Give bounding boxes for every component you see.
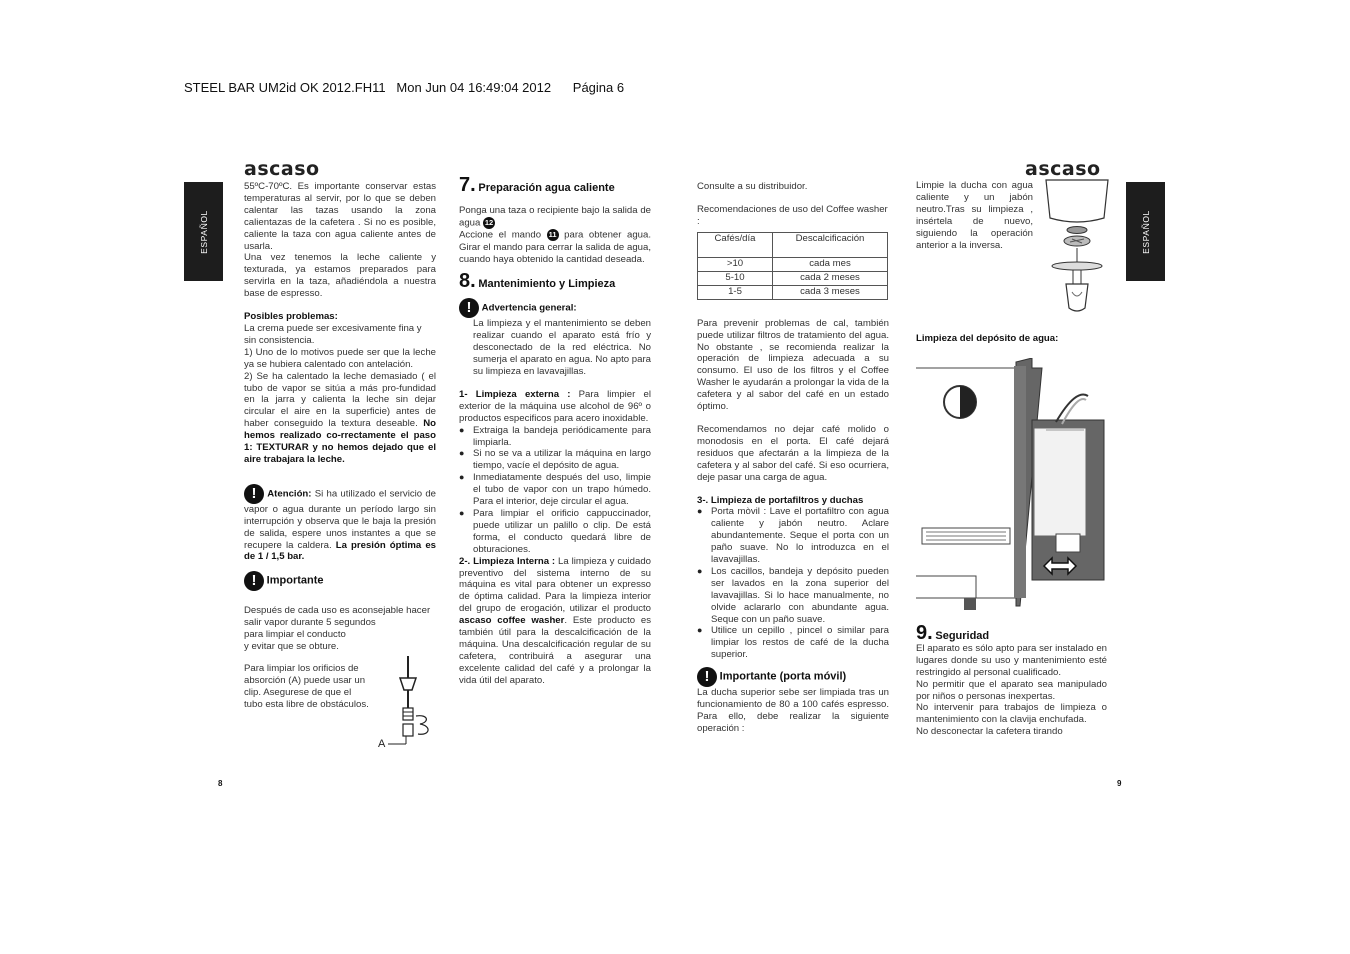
table-cell: cada 2 meses [773, 271, 888, 285]
important-heading [244, 571, 436, 591]
ref-11-badge: 11 [547, 229, 559, 241]
attention-label: Atención: [267, 488, 312, 500]
important-text-2: Para limpiar los orificios de absorción (A) puede usar un clip. Asegurese de que el tubo esta libre de obstáculos. [244, 663, 369, 710]
table-cell: 5-10 [698, 271, 773, 285]
bullet-item: ● Utilice un cepillo , pincel o similar para limpiar los restos de café de la ducha superior. [697, 625, 889, 661]
brand-logo-left: ascaso [244, 158, 320, 180]
language-tab-left [184, 182, 223, 281]
attention-block: ! Atención: Si ha utilizado el servicio de vapor o agua durante un período largo sin interrupción y observa que le baja la presión de salida, espere unos instantes a que se recupere la caldera. La presión óptima es de 1 / 1,5 bar. [244, 484, 437, 563]
important-title: Importante [266, 574, 324, 587]
problems-text-1: La crema puede ser excesivamente fina y sin consistencia. [244, 322, 422, 346]
table-cell: cada 3 meses [773, 285, 888, 299]
exclamation-icon: ! [244, 484, 264, 504]
section-9-number: 9. [916, 622, 933, 644]
bullet-item: ● Inmediatamente después del uso, limpie el tubo de vapor con un trapo húmedo. Para el interior, deje circular el agua. [459, 472, 651, 508]
important-portafilter-heading [697, 667, 889, 687]
col3-text-4: Recomendamos no dejar café molido o monodosis en el porta. El café dejará residuos que afectarán a la limpieza de la cafetera y al sabor del café. Si eso ocurriera, deje pasar una carga de agua. [697, 423, 889, 483]
s9-text-3: No intervenir para trabajos de limpieza o mantenimiento con la clavija enchufada. [916, 702, 1107, 726]
problems-title: Posibles problemas: [244, 311, 338, 323]
section-7-heading [459, 174, 651, 196]
col3-text-1: Consulte a su distribuidor. [697, 181, 808, 192]
internal-cleaning: 2-. Limpieza Interna : La limpieza y cuidado preventivo del sistema interno de su máquina es vital para obtener un expresso de óptima calidad. Para la limpieza interior del grupo de erogación, utilizar el producto ascaso coffee washer. Este producto es también útil para la descalcificación de la máquina. Una descalcificación regular de su cafetera, contribuirá a asegurar una excelente calidad del café y a prolongar la vida útil del aparato. [459, 555, 651, 686]
section-8-title: Mantenimiento y Limpieza [478, 277, 616, 290]
bullet-item: ● Si no se va a utilizar la máquina en largo tiempo, vacíe el depósito de agua. [459, 448, 651, 472]
problems-bold: No hemos realizado co-rrectamente el paso 1: TEXTURAR y no hemos dejado que el aire trabajara la leche. [244, 418, 436, 465]
column-2 [459, 174, 652, 687]
col1-intro2: Una vez tenemos la leche caliente y texturada, ya estamos preparados para servirla en la taza, añadiéndola a nuestra base de espresso. [244, 252, 436, 300]
page-number-right: 9 [1117, 779, 1122, 788]
section-8-number: 8. [459, 269, 476, 292]
internal-cleaning-title: 2-. Limpieza Interna : [459, 555, 556, 567]
descaling-table [697, 232, 888, 300]
table-row [698, 257, 888, 271]
section-7-title: Preparación agua caliente [478, 182, 615, 194]
important-text-1c: y evitar que se obture. [244, 641, 339, 653]
table-header-row [698, 232, 888, 257]
bullet-item: ● Porta mòvil : Lave el portafiltro con agua caliente y jabón neutro. Aclare abundantemente. Seque el porta con un paño suave. No lo introduzca en el lavavajillas. [697, 506, 889, 566]
table-row [698, 271, 888, 285]
col1-intro: 55ºC-70ºC. Es importante conservar estas temperaturas al servir, por lo que se deben calentar las tazas usando la zona calientazas de la cafetera . Si no es posible, caliente la taza con agua caliente antes de usarla. [244, 181, 436, 252]
external-cleaning-title: 1- Limpieza externa : [459, 388, 571, 400]
s7-text-2: Accione el mando 11 para obtener agua. Girar el mando para cerrar la salida de agua, cuando haya obtenido la cantidad deseada. [459, 229, 652, 265]
s7-text-1: Ponga una taza o recipiente bajo la salida de agua 12 [459, 204, 651, 229]
coffee-washer-brand: ascaso coffee washer [459, 615, 565, 627]
language-tab-label: ESPAÑOL [198, 209, 209, 254]
col3-text-2: Recomendaciones de uso del Coffee washer : [697, 203, 888, 227]
external-cleaning: 1- Limpieza externa : Para limpier el exterior de la máquina use alcohol de 96º o productos especificos para acero inoxidable. [459, 388, 651, 424]
shower-parts-figure [1042, 178, 1112, 320]
water-tank-figure [916, 358, 1116, 620]
important-portafilter-title: Importante (porta móvil) [719, 670, 847, 683]
brand-logo-right: ascaso [1025, 158, 1101, 180]
language-tab-label: ESPAÑOL [1140, 209, 1151, 254]
figure-label-a: A [378, 738, 386, 750]
bullet-item: ● Los cacillos, bandeja y depósito pueden ser lavados en la zona superior del lavavajillas. Si lo hace manualmente, no olvide aclararlo con abundante agua. Seque con un paño suave. [697, 566, 889, 626]
problems-text-3: 2) Se ha calentado la leche demasiado ( el tubo de vapor se sitúa a más pro-fundidad en la jarra y calienta la leche sin dejar circular el aire en la superficie) antes de haber conseguido la textura deseable. No hemos realizado co-rrectamente el paso 1: TEXTURAR y no hemos dejado que el aire trabajara la leche. [244, 370, 436, 465]
attention-bold: La presión óptima es de 1 / 1,5 bar. [244, 539, 436, 563]
s9-text-2: No permitir que el aparato sea manipulado por niños o personas inexpertas. [916, 678, 1107, 702]
section-3-title: 3-. Limpieza de portafiltros y duchas [697, 494, 864, 506]
important-text-1b: para limpiar el conducto [244, 629, 346, 641]
bullet-item: ● Extraiga la bandeja periódicamente para limpiarla. [459, 425, 651, 449]
table-header: Cafés/día [698, 232, 773, 257]
table-cell: 1-5 [698, 285, 773, 299]
table-cell: cada mes [773, 257, 888, 271]
col3-text-3: Para prevenir problemas de cal, también puede utilizar filtros de tratamiento del agua. No obstante , se recomienda realizar la operación de limpieza adecuada a su consumo. El uso de los filtros y el Coffee Washer le ayudarán a prolongar la vida de la cafetera y al sabor del café en un estado óptimo. [697, 317, 889, 413]
warning-text: La limpieza y el mantenimiento se deben realizar cuando el aparato está frío y desconectado de la red eléctrica. No sumerja el aparato en agua. No apto para su limpieza en lavavajillas. [473, 318, 651, 378]
section-8-heading [459, 269, 651, 292]
page-number-left: 8 [218, 779, 223, 788]
important-text-1a: Después de cada uso es aconsejable hacer salir vapor durante 5 segundos [244, 605, 431, 629]
column-4-bottom [916, 622, 1107, 738]
table-row [698, 285, 888, 299]
print-header: STEEL BAR UM2id OK 2012.FH11 Mon Jun 04 16:49:04 2012 Página 6 [184, 80, 625, 95]
exclamation-icon: ! [697, 667, 717, 687]
bullet-item: ● Para limpiar el orificio cappuccinador, puede utilizar un palillo o clip. De está forma, el conducto quedará libre de obturaciones. [459, 508, 651, 556]
language-tab-right [1126, 182, 1165, 281]
important-portafilter-text: La ducha superior sebe ser limpiada tras un funcionamiento de 80 a 100 cafés espresso. Para ello, debe realizar la siguiente operación : [697, 687, 889, 734]
section-9-heading [916, 622, 1107, 644]
section-9-title: Seguridad [935, 630, 990, 642]
ref-12-badge: 12 [484, 217, 494, 227]
column-3 [697, 181, 889, 735]
warning-title: Advertencia general: [481, 302, 577, 314]
exclamation-icon: ! [244, 571, 264, 591]
deposit-cleaning-title: Limpieza del depósito de agua: [916, 333, 1059, 344]
s9-text-4: No desconectar la cafetera tirando [916, 726, 1063, 738]
warning-heading [459, 298, 651, 318]
col4-text-1: Limpie la ducha con agua caliente y un jabón neutro.Tras su limpieza , insértela de nuevo, siguiendo la operación anterior a la inversa. [916, 180, 1033, 251]
table-cell: >10 [698, 257, 773, 271]
problems-text-2: 1) Uno de lo motivos puede ser que la leche ya se hubiera calentado con antelación. [244, 346, 436, 370]
s9-text-1: El aparato es sólo apto para ser instalado en lugares donde su uso y mantenimiento esté restringido al personal cualificado. [916, 642, 1107, 678]
section-7-number: 7. [459, 174, 476, 196]
column-1 [244, 181, 436, 711]
exclamation-icon: ! [459, 298, 479, 318]
table-header: Descalcificación [773, 232, 888, 257]
